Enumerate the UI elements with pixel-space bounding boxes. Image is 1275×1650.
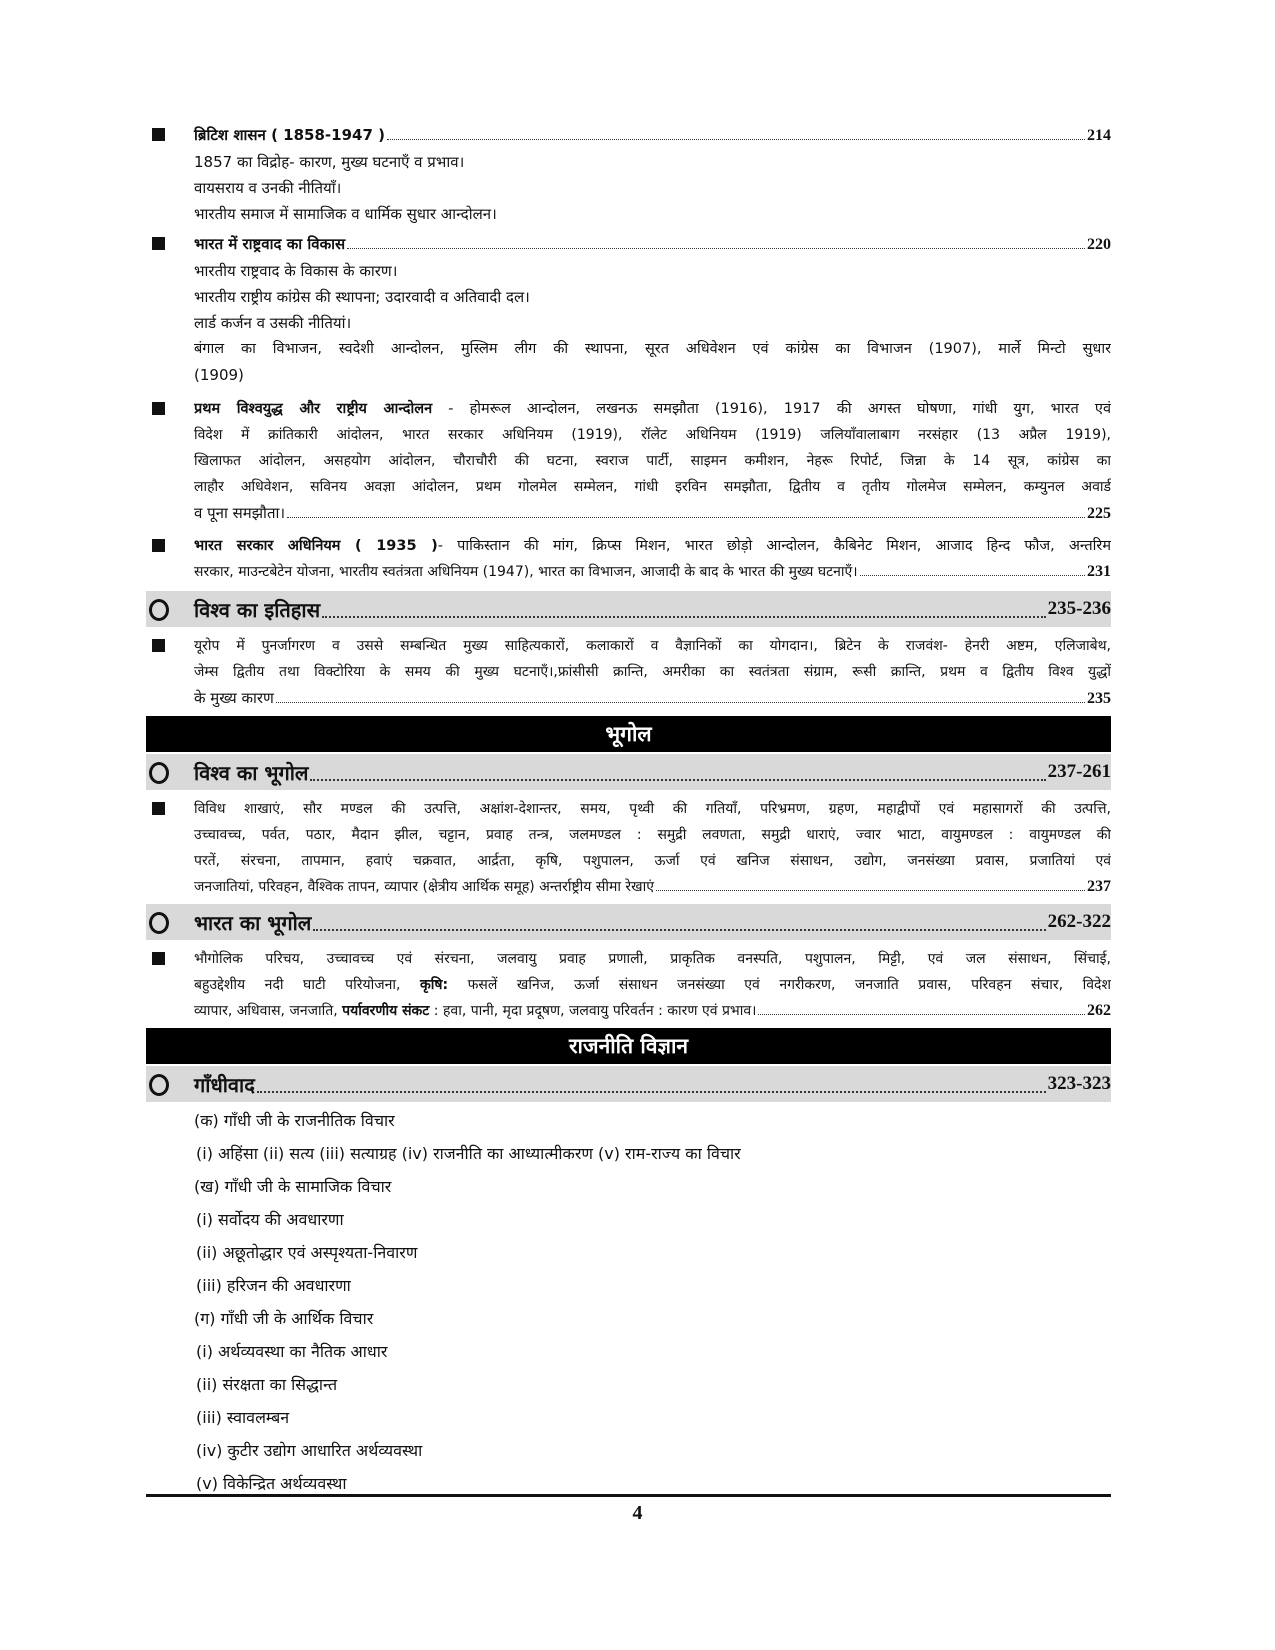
toc-entry-nationalism [146,231,1111,388]
entry-line: परतें, संरचना, तापमान, हवाएं चक्रवात, आर्द्रता, कृषि, पशुपालन, ऊर्जा एवं खनिज संसाधन, उद्योग, जनसंख्या प्रवास, प्रजातियां एवं [194,853,1111,869]
entry-page: 262 [1087,1002,1111,1019]
entry-bold-term: कृषि: [420,977,449,993]
subtopic-item: (v) विकेन्द्रित अर्थव्यवस्था [196,1474,347,1493]
entry-line: भारतीय समाज में सामाजिक व धार्मिक सुधार आन्दोलन। [194,205,497,223]
circle-bullet-icon [149,912,169,934]
entry-page: 225 [1087,505,1111,522]
entry-heading [194,231,1111,258]
entry-line: सरकार, माउन्टबेटेन योजना, भारतीय स्वतंत्रता अधिनियम (1947), भारत का विभाजन, आजादी के बाद के भारत की मुख्य घटनाएँ। [194,564,858,580]
entry-line [194,972,1111,998]
toc-page [146,0,1111,1500]
section-world-geography [146,754,1111,790]
entry-line: के मुख्य कारण [194,689,274,707]
dot-leader [276,701,1085,703]
entry-text: - पाकिस्तान की मांग, क्रिप्स मिशन, भारत छोड़ो आन्दोलन, कैबिनेट मिशन, आजाद हिन्द फौज, अन्तरिम [437,538,1111,554]
entry-last-line [194,874,1111,900]
entry-page: 214 [1087,127,1111,144]
subject-band-geography [146,716,1111,752]
entry-line: खिलाफत आंदोलन, असहयोग आंदोलन, चौराचौरी की घटना, स्वराज पार्टी, साइमन कमीशन, नेहरू रिपोर्ट, जिन्ना के 14 सूत्र, कांग्रेस का [194,453,1111,469]
subject-title: भूगोल [605,722,652,746]
entry-text: बहुउद्देशीय नदी घाटी परियोजना, [194,977,421,993]
entry-line: यूरोप में पुनर्जागरण व उससे सम्बन्धित मुख्य साहित्यकारों, कलाकारों व वैज्ञानिकों का योगदान।, ब्रिटेन के राजवंश- हेनरी अष्टम, एलिजाबेथ, [194,638,1111,654]
dot-leader [257,1090,1046,1093]
section-pages: 237-261 [1047,761,1111,782]
toc-entry-world-history [146,633,1111,712]
section-title: भारत का भूगोल [194,910,312,935]
circle-bullet-icon [149,762,169,784]
section-world-history [146,591,1111,627]
entry-line: (1909) [194,366,244,384]
entry-title: प्रथम विश्वयुद्ध और राष्ट्रीय आन्दोलन [194,401,433,417]
entry-line: लार्ड कर्जन व उसकी नीतियां। [194,314,352,332]
dot-leader [287,516,1085,518]
square-bullet-icon [152,639,165,652]
dot-leader [656,889,1085,891]
section-pages: 262-322 [1047,911,1111,932]
subtopic-heading: (ख) गाँधी जी के सामाजिक विचार [194,1177,392,1196]
subtopic-heading: (क) गाँधी जी के राजनीतिक विचार [194,1111,395,1130]
entry-line: बंगाल का विभाजन, स्वदेशी आन्दोलन, मुस्लिम लीग की स्थापना, सूरत अधिवेशन एवं कांग्रेस का विभाजन (1907), मार्ले मिन्टो सुधार [194,341,1111,357]
subtopic-item: (ii) अछूतोद्धार एवं अस्पृश्यता-निवारण [196,1243,418,1262]
entry-page: 235 [1087,690,1111,707]
entry-page: 231 [1087,563,1111,580]
entry-text: व्यापार, अधिवास, जनजाति, [194,1003,343,1019]
square-bullet-icon [152,952,165,965]
section-title: विश्व का इतिहास [194,597,321,622]
entry-text: : हवा, पानी, मृदा प्रदूषण, जलवायु परिवर्तन : कारण एवं प्रभाव। [429,1003,757,1019]
entry-title: भारत सरकार अधिनियम ( 1935 ) [194,538,438,554]
entry-last-line [194,559,1111,585]
entry-line: व पूना समझौता। [194,504,286,522]
subject-title: राजनीति विज्ञान [568,1034,689,1058]
entry-line: वायसराय व उनकी नीतियाँ। [194,179,342,197]
dot-leader [313,928,1045,931]
toc-entry-goi-act-1935 [146,533,1111,585]
toc-entry-world-geography [146,796,1111,900]
subtopic-item: (ii) संरक्षता का सिद्धान्त [196,1375,338,1394]
entry-page: 237 [1087,878,1111,895]
toc-entry-ww1-national-movement [146,396,1111,527]
page-number: 4 [632,1502,643,1524]
entry-last-line [194,685,1111,712]
dot-leader [758,1013,1085,1015]
entry-line: जेम्स द्वितीय तथा विक्टोरिया के समय की मुख्य घटनाएँ।,फ्रांसीसी क्रान्ति, अमरीका का स्वतंत्रता संग्राम, रूसी क्रान्ति, प्रथम व द्वितीय विश्व युद्धों [194,664,1111,680]
toc-entry-india-geography [146,946,1111,1024]
circle-bullet-icon [149,1074,169,1096]
gandhism-subtopics [146,1104,1111,1500]
entry-line: जनजातियां, परिवहन, वैश्विक तापन, व्यापार (क्षेत्रीय आर्थिक समूह) अन्तर्राष्ट्रीय सीमा रेखाएं [194,879,654,895]
entry-heading [194,396,1111,422]
square-bullet-icon [152,402,165,415]
entry-heading [194,533,1111,559]
entry-line: विविध शाखाएं, सौर मण्डल की उत्पत्ति, अक्षांश-देशान्तर, समय, पृथ्वी की गतियाँ, परिभ्रमण, ग्रहण, महाद्वीपों एवं महासागरों की उत्पत्ति, [194,801,1111,817]
subtopic-item: (iv) कुटीर उद्योग आधारित अर्थव्यवस्था [196,1441,423,1460]
square-bullet-icon [152,237,165,250]
entry-line: 1857 का विद्रोह- कारण, मुख्य घटनाएँ व प्रभाव। [194,153,465,171]
dot-leader [347,247,1085,249]
entry-bold-term: पर्यावरणीय संकट [342,1003,430,1019]
toc-entry-british-rule [146,122,1111,227]
dot-leader [310,778,1045,781]
section-title: गाँधीवाद [194,1072,255,1097]
subtopic-item: (iii) स्वावलम्बन [196,1408,290,1427]
subtopic-item: (i) अहिंसा (ii) सत्य (iii) सत्याग्रह (iv) राजनीति का आध्यात्मीकरण (v) राम-राज्य का विचार [196,1144,741,1163]
footer-rule [146,1494,1111,1497]
section-india-geography [146,904,1111,940]
section-pages: 235-236 [1047,598,1111,619]
entry-last-line [194,500,1111,527]
circle-bullet-icon [149,599,169,621]
entry-title: ब्रिटिश शासन ( 1858-1947 ) [194,126,385,144]
square-bullet-icon [152,128,165,141]
entry-line: लाहौर अधिवेशन, सविनय अवज्ञा आंदोलन, प्रथम गोलमेल सम्मेलन, गांधी इरविन समझौता, द्वितीय व तृतीय गोलमेज सम्मेलन, कम्युनल अवार्ड [194,479,1111,495]
square-bullet-icon [152,539,165,552]
subtopic-item: (i) सर्वोदय की अवधारणा [196,1210,344,1229]
section-gandhism [146,1066,1111,1102]
dot-leader [387,138,1085,140]
entry-text: - होमरूल आन्दोलन, लखनऊ समझौता (1916), 1917 की अगस्त घोषणा, गांधी युग, भारत एवं [432,401,1111,417]
entry-line: उच्चावच्च, पर्वत, पठार, मैदान झील, चट्टान, प्रवाह तन्त्र, जलमण्डल : समुद्री लवणता, समुद्री धाराएं, ज्वार भाटा, वायुमण्डल : वायुमण्डल की [194,827,1111,843]
entry-line: विदेश में क्रांतिकारी आंदोलन, भारत सरकार अधिनियम (1919), रॉलेट अधिनियम (1919) जलियाँवालाबाग नरसंहार (13 अप्रैल 1919), [194,427,1111,443]
entry-line: भारतीय राष्ट्रवाद के विकास के कारण। [194,262,398,280]
subtopic-item: (i) अर्थव्यवस्था का नैतिक आधार [196,1342,388,1361]
section-title: विश्व का भूगोल [194,760,309,785]
square-bullet-icon [152,802,165,815]
entry-last-line [194,998,1111,1024]
subject-band-political-science [146,1028,1111,1064]
entry-page: 220 [1087,236,1111,253]
entry-heading [194,122,1111,149]
subtopic-heading: (ग) गाँधी जी के आर्थिक विचार [194,1309,374,1328]
dot-leader [322,615,1046,618]
entry-line: भारतीय राष्ट्रीय कांग्रेस की स्थापना; उदारवादी व अतिवादी दल। [194,288,530,306]
section-pages: 323-323 [1047,1073,1111,1094]
entry-line: भौगोलिक परिचय, उच्चावच्च एवं संरचना, जलवायु प्रवाह प्रणाली, प्राकृतिक वनस्पति, पशुपालन, मिट्टी, एवं जल संसाधन, सिंचाई, [194,951,1111,967]
entry-line [194,998,756,1024]
subtopic-item: (iii) हरिजन की अवधारणा [196,1276,351,1295]
entry-text: फसलें खनिज, ऊर्जा संसाधन जनसंख्या एवं नगरीकरण, जनजाति प्रवास, परिवहन संचार, विदेश [448,977,1111,993]
entry-title: भारत में राष्ट्रवाद का विकास [194,235,346,253]
dot-leader [860,574,1085,576]
